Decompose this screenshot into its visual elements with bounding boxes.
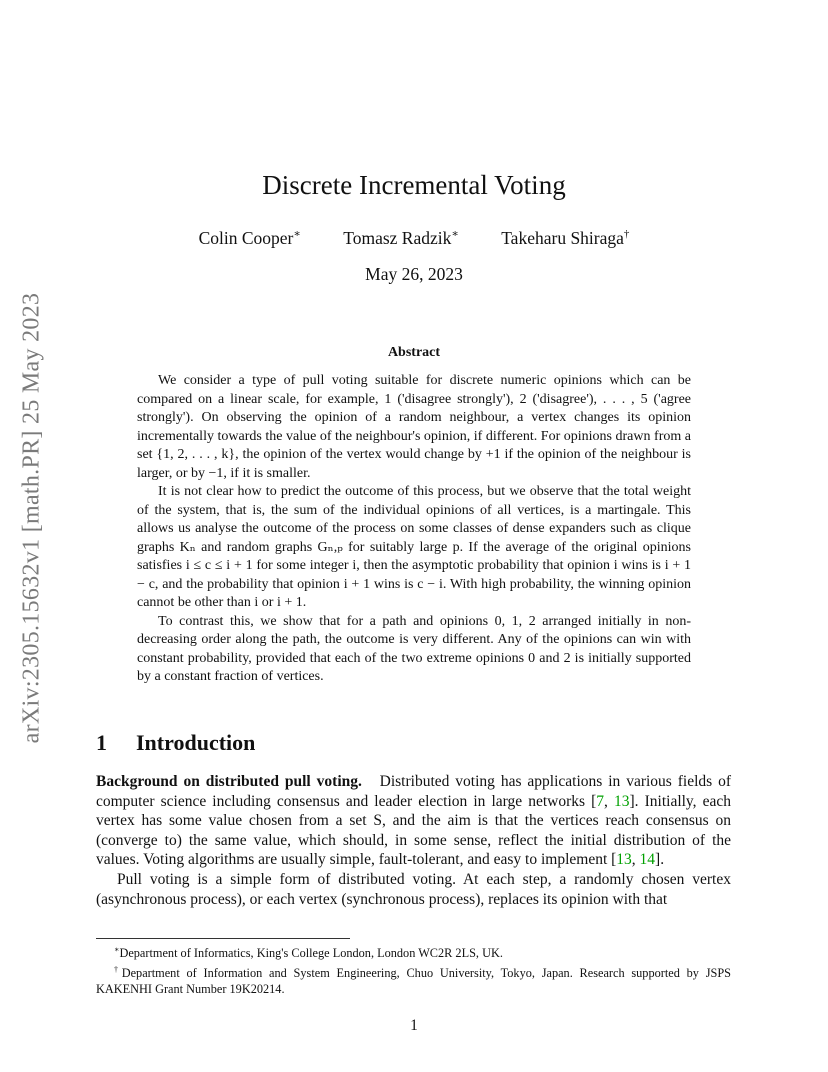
citation-link[interactable]: 7: [596, 792, 605, 810]
abstract-paragraph-1: We consider a type of pull voting suitable for discrete numeric opinions which can be compared on a linear scale, for example, 1 ('disagree strongly'), 2 ('disagree'), . . . , 5 ('agree strongly'). On observing the opinion of a random neighbour, a vertex changes its opinion incrementally towards the value of the neighbour's opinion, if different. For opinions drawn from a set {1, 2, . . . , k}, the opinion of the vertex would change by +1 if the opinion of the neighbour is larger, or by −1, if it is smaller.: [137, 373, 691, 481]
footnote-2: †Department of Information and System Engineering, Chuo University, Tokyo, Japan. Research supported by JSPS KAKENHI Grant Number 19K20214.: [96, 964, 732, 997]
citation-link[interactable]: 13: [616, 851, 632, 869]
abstract-paragraph-3: To contrast this, we show that for a path and opinions 0, 1, 2 arranged initially in non-decreasing order along the path, the outcome is very different. Any of the opinions can win with constant probability, provided that each of the two extreme opinions 0 and 2 is initially supported by a constant fraction of vertices.: [137, 613, 691, 684]
abstract-heading: Abstract: [387, 345, 441, 360]
author-3: Takeharu Shiraga†: [501, 227, 630, 248]
abstract-paragraph-2: It is not clear how to predict the outcome of this process, but we observe that the total weight of the system, that is, the sum of the individual opinions of all vertices, is a martingale. This allows us analyse the outcome of the process on some classes of dense expanders such as clique graphs Kₙ and random graphs Gₙ,ₚ for suitably large p. If the average of the original opinions satisfies i ≤ c ≤ i + 1 for some integer i, then the asymptotic probability that opinion i wins is i + 1 − c, and the probability that opinion i + 1 wins is c − i. With high probability, the winning opinion cannot be other than i or i + 1.: [137, 484, 691, 610]
page-number: 1: [410, 1017, 418, 1034]
author-2: Tomasz Radzik∗: [343, 227, 459, 248]
section-body: [96, 772, 731, 909]
citation-link[interactable]: 13: [614, 792, 630, 810]
paper-date: May 26, 2023: [365, 264, 463, 284]
section-heading: [96, 730, 255, 756]
arxiv-identifier: arXiv:2305.15632v1 [math.PR] 25 May 2023: [18, 292, 45, 744]
body-paragraph-1: Background on distributed pull voting. Distributed voting has applications in various fields of computer science including consensus and leader election in large networks [7, 13]. Initially, each vertex has some value chosen from a set S, and the aim is that the vertices reach consensus on (converge to) the same value, which should, in some sense, reflect the initial distribution of the values. Voting algorithms are usually simple, fault-tolerant, and easy to implement [13, 14].: [96, 773, 732, 869]
author-list: [0, 227, 828, 249]
arxiv-sidebar: [12, 258, 52, 778]
footnote-divider: [96, 938, 350, 939]
paper-title: Discrete Incremental Voting: [262, 170, 566, 200]
body-paragraph-2: Pull voting is a simple form of distributed voting. At each step, a randomly chosen vertex (asynchronous process), or each vertex (synchronous process), replaces its opinion with that: [96, 870, 731, 908]
section-number: 1: [96, 730, 107, 755]
section-title: Introduction: [136, 730, 256, 755]
footnote-1: ∗Department of Informatics, King's College London, London WC2R 2LS, UK.: [114, 945, 503, 961]
abstract-body: [137, 372, 691, 687]
author-1: Colin Cooper∗: [198, 227, 301, 248]
footnotes: [96, 942, 731, 998]
runin-heading: Background on distributed pull voting.: [96, 773, 362, 790]
citation-link[interactable]: 14: [639, 851, 656, 869]
